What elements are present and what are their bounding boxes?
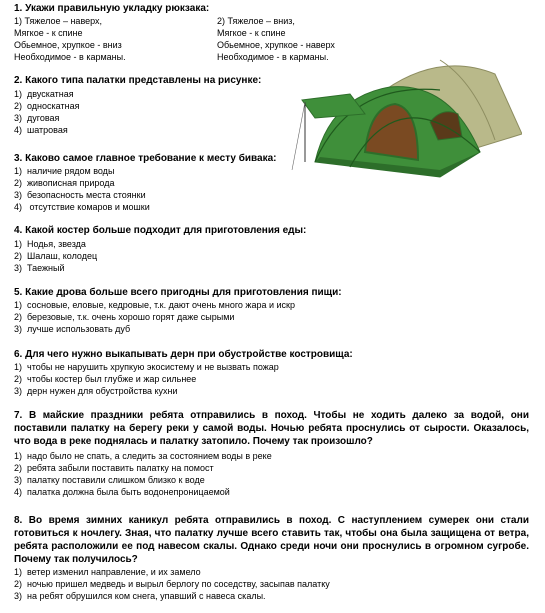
answer-option[interactable]: 1) надо было не спать, а следить за состоянием воды в реке — [14, 451, 272, 461]
question-6-title: 6. Для чего нужно выкапывать дерн при обустройстве костровища: — [14, 349, 353, 360]
option-1-line: 1) Тяжелое – наверх, — [14, 16, 103, 26]
question-5-answers — [14, 299, 295, 335]
answer-option[interactable]: 3) безопасность места стоянки — [14, 190, 146, 200]
option-1-line: Необходимое - в карманы. — [14, 52, 126, 62]
dome-tent-illustration — [290, 52, 522, 182]
answer-option[interactable]: 4) палатка должна была быть водонепроницаемой — [14, 487, 230, 497]
question-3-answers — [14, 165, 150, 213]
question-3-title: 3. Каково самое главное требование к месту бивака: — [14, 153, 277, 164]
answer-option[interactable]: 2) Шалаш, колодец — [14, 251, 98, 261]
answer-option[interactable]: 1) Нодья, звезда — [14, 239, 86, 249]
option-2-line: Необходимое - в карманы. — [217, 52, 329, 62]
question-7-answers — [14, 450, 272, 498]
answer-option[interactable]: 3) палатку поставили слишком близко к воде — [14, 475, 205, 485]
option-1[interactable] — [14, 15, 126, 63]
answer-option[interactable]: 3) дуговая — [14, 113, 60, 123]
answer-option[interactable]: 1) ветер изменил направление, и их замело — [14, 567, 201, 577]
option-2-line: 2) Тяжелое – вниз, — [217, 16, 295, 26]
answer-option[interactable]: 3) Таежный — [14, 263, 65, 273]
answer-option[interactable]: 4) шатровая — [14, 125, 68, 135]
answer-option[interactable]: 2) живописная природа — [14, 178, 115, 188]
question-8-answers — [14, 566, 330, 602]
question-8-title: 8. Во время зимних каникул ребята отправились в поход. С наступлением сумерек они стали готовиться к ночлегу. Зная, что палатку лучше всего ставить так, чтобы она была защищена от ветра, ребята расположили ее под навесом скалы. Однако среди ночи они проснулись в огромном сугробе. Почему так получилось? — [14, 515, 529, 565]
answer-option[interactable]: 2) березовые, т.к. очень хорошо горят даже сырыми — [14, 312, 235, 322]
answer-option[interactable]: 1) чтобы не нарушить хрупкую экосистему и не вызвать пожар — [14, 362, 279, 372]
answer-option[interactable]: 3) на ребят обрушился ком снега, упавший с навеса скалы. — [14, 591, 266, 601]
option-1-line: Обьемное, хрупкое - вниз — [14, 40, 122, 50]
answer-option[interactable]: 4) отсутствие комаров и мошки — [14, 202, 150, 212]
question-4-answers — [14, 238, 97, 274]
answer-option[interactable]: 1) двускатная — [14, 89, 74, 99]
option-2-line: Мягкое - к спине — [217, 28, 286, 38]
question-4-title: 4. Какой костер больше подходит для приготовления еды: — [14, 225, 307, 236]
question-5-title: 5. Какие дрова больше всего пригодны для приготовления пищи: — [14, 287, 342, 298]
answer-option[interactable]: 2) ребята забыли поставить палатку на помост — [14, 463, 214, 473]
option-1-line: Мягкое - к спине — [14, 28, 83, 38]
question-2-title: 2. Какого типа палатки представлены на рисунке: — [14, 75, 262, 86]
question-2-answers — [14, 88, 79, 136]
answer-option[interactable]: 3) лучше использовать дуб — [14, 324, 131, 334]
answer-option[interactable]: 2) чтобы костер был глубже и жар сильнее — [14, 374, 197, 384]
answer-option[interactable]: 3) дерн нужен для обустройства кухни — [14, 386, 178, 396]
question-1-title: 1. Укажи правильную укладку рюкзака: — [14, 3, 210, 14]
question-6-answers — [14, 361, 279, 397]
option-2-line: Обьемное, хрупкое - наверх — [217, 40, 335, 50]
answer-option[interactable]: 2) ночью пришел медведь и вырыл берлогу по соседству, засыпав палатку — [14, 579, 330, 589]
answer-option[interactable]: 1) сосновые, еловые, кедровые, т.к. дают очень много жара и искр — [14, 300, 295, 310]
answer-option[interactable]: 1) наличие рядом воды — [14, 166, 115, 176]
question-7-title: 7. В майские праздники ребята отправились в поход. Чтобы не ходить далеко за водой, они поставили палатку на берегу реки у самой воды. Ночью ребята проснулись от сырости. Оказалось, что вода в реке поднялась и палатку затопило. Почему так произошло? — [14, 410, 529, 447]
answer-option[interactable]: 2) односкатная — [14, 101, 80, 111]
